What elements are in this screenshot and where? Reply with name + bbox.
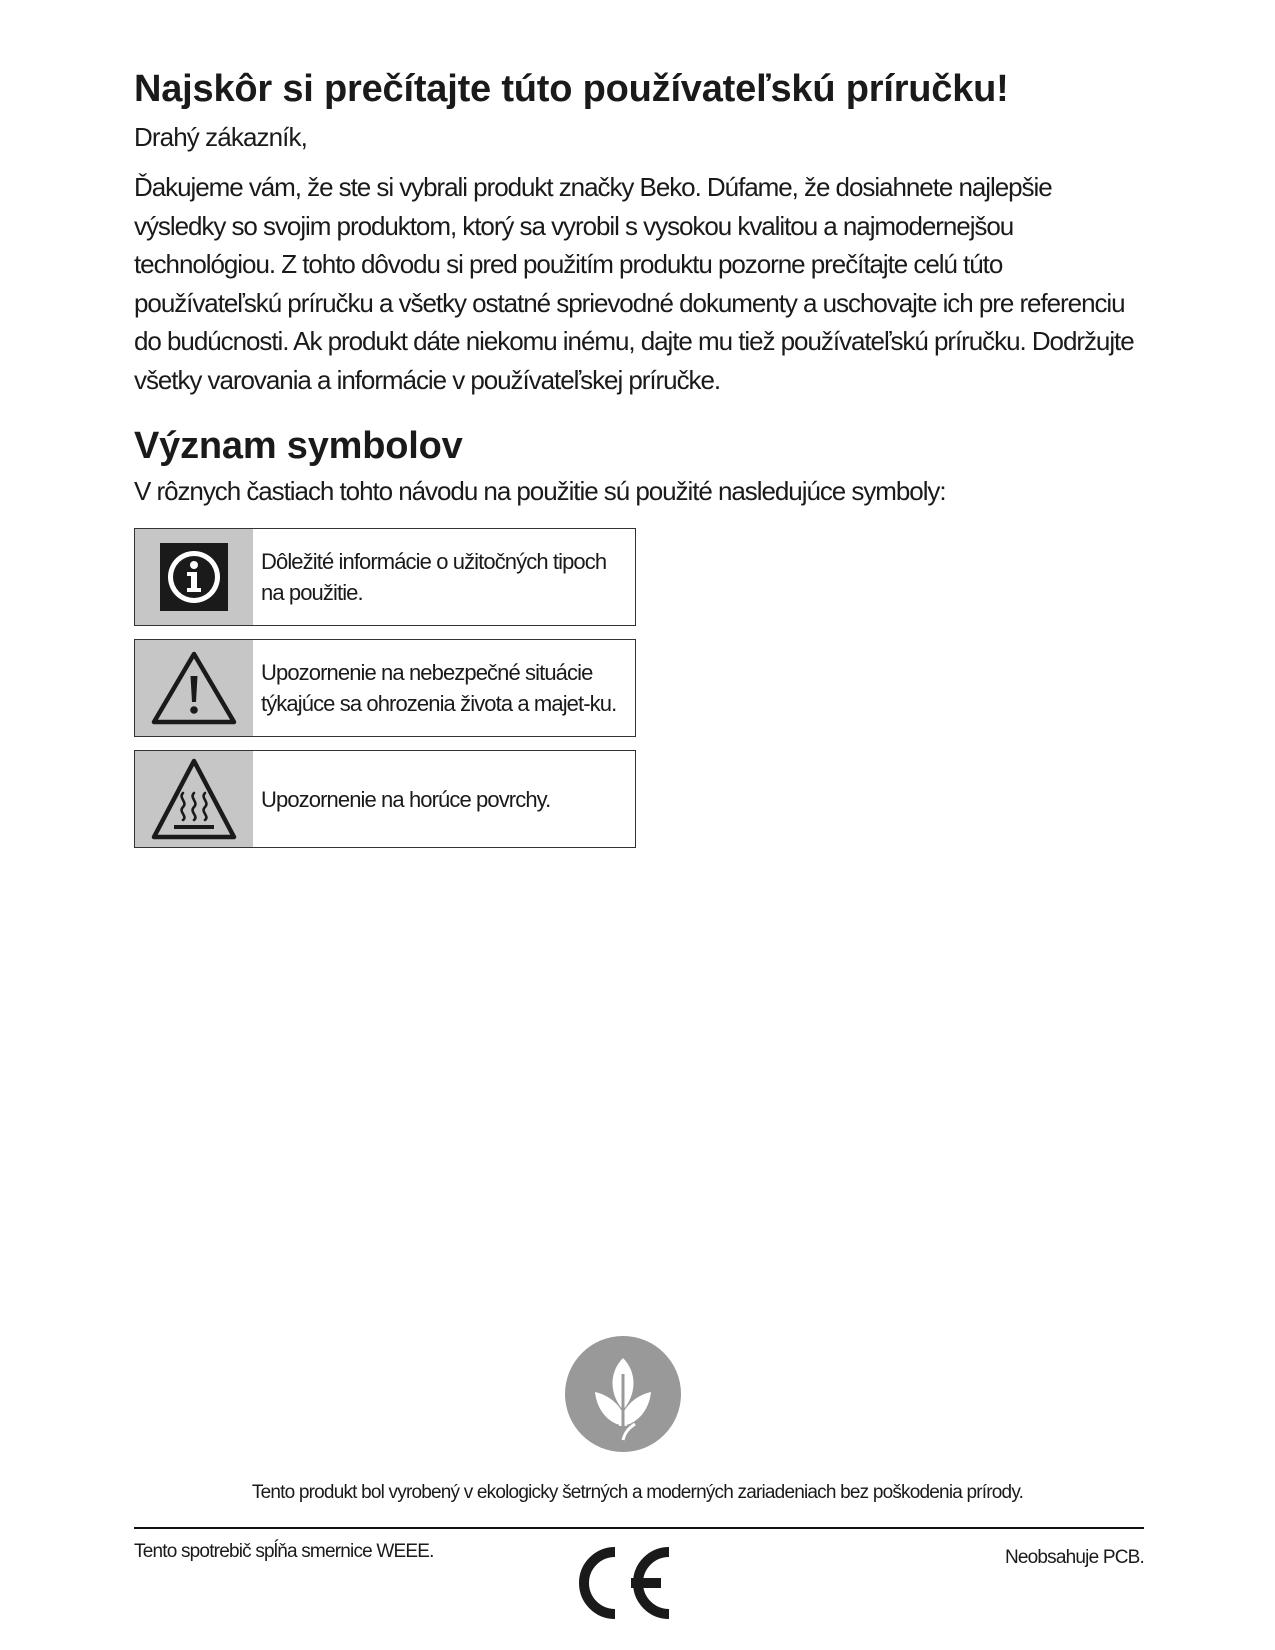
info-icon (135, 529, 253, 625)
symbol-row-warning (134, 639, 636, 737)
symbols-heading: Význam symbolov (134, 425, 463, 467)
page-title: Najskôr si prečítajte túto používateľskú príručku! (134, 68, 1009, 110)
hot-surface-icon (135, 751, 253, 847)
ce-mark-icon (571, 1545, 675, 1621)
symbols-intro: V rôznych častiach tohto návodu na použitie sú použité nasledujúce symboly: (134, 476, 946, 506)
symbol-description: Upozornenie na horúce povrchy. (261, 786, 551, 812)
weee-statement: Tento spotrebič spĺňa smernice WEEE. (134, 1541, 434, 1562)
symbol-description: Dôležité informácie o užitočných tipoch na použitie. (261, 549, 607, 605)
greeting: Drahý zákazník, (134, 122, 307, 152)
symbol-description: Upozornenie na nebezpečné situácie týkajúce sa ohrozenia života a majet-ku. (261, 660, 617, 716)
warning-icon (135, 640, 253, 736)
footer-divider (134, 1527, 1144, 1529)
symbols-table (134, 528, 636, 861)
symbol-row-hot-surface (134, 750, 636, 848)
symbol-row-info (134, 528, 636, 626)
pcb-statement: Neobsahuje PCB. (1004, 1547, 1144, 1568)
intro-paragraph: Ďakujeme vám, že ste si vybrali produkt značky Beko. Dúfame, že dosiahnete najlepšie výsledky so svojim produktom, ktorý sa vyrobil s vysokou kvalitou a najmodernejšou technológiou. Z tohto dôvodu si pred použitím produktu pozorne prečítajte celú túto používateľskú príručku a všetky ostatné sprievodné dokumenty a uschovajte ich pre referenciu do budúcnosti. Ak produkt dáte niekomu inému, dajte mu tiež používateľskú príručku. Dodržujte všetky varovania a informácie v používateľskej príručke. (134, 172, 1134, 395)
leaf-icon (565, 1336, 681, 1452)
eco-statement: Tento produkt bol vyrobený v ekologicky šetrných a moderných zariadeniach bez poškodenia prírody. (251, 1482, 1024, 1503)
